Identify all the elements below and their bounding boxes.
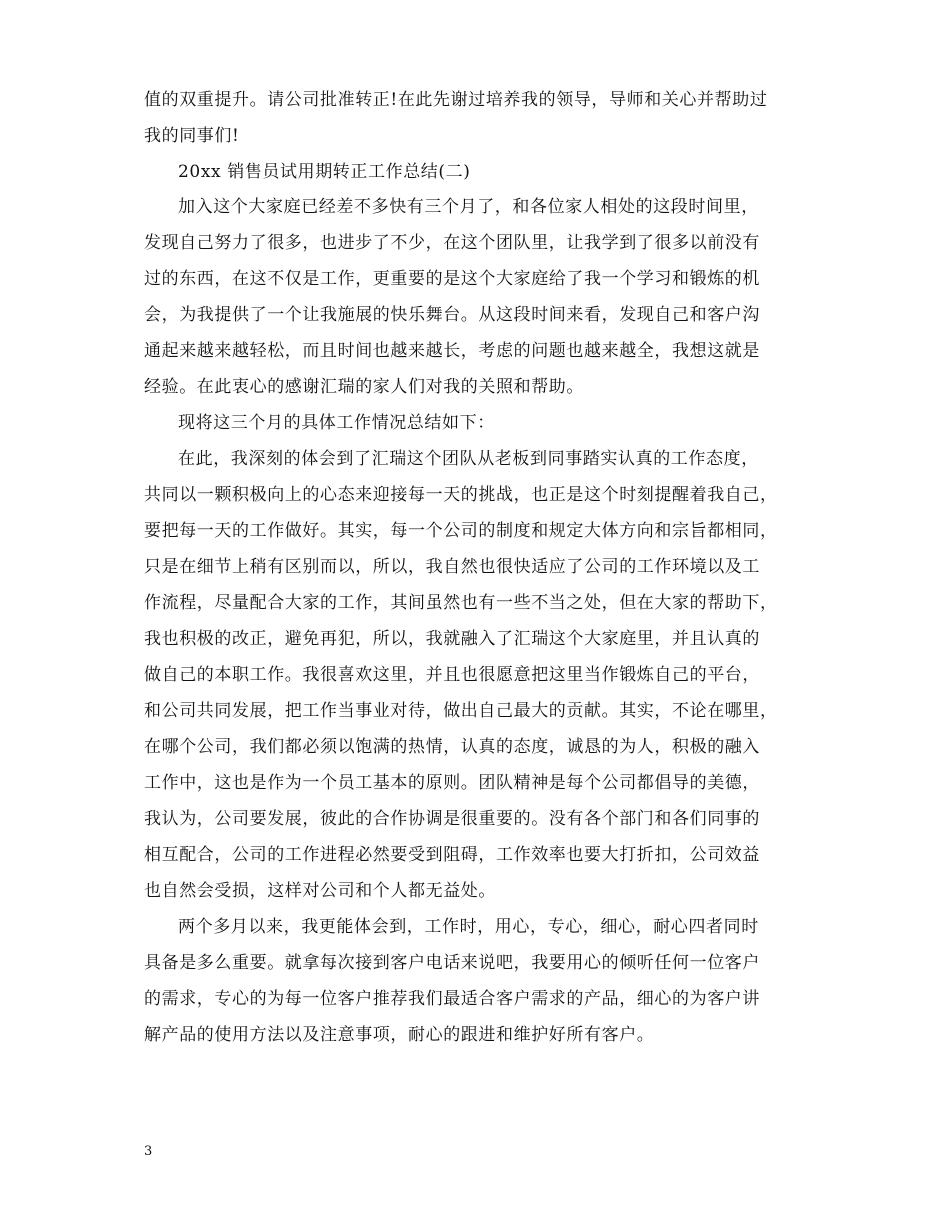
text-line: 加入这个大家庭已经差不多快有三个月了，和各位家人相处的这段时间里，	[178, 197, 759, 217]
text-line: 共同以一颗积极向上的心态来迎接每一天的挑战，也正是这个时刻提醒着我自己，	[144, 485, 778, 505]
text-line: 只是在细节上稍有区别而以，所以，我自然也很快适应了公司的工作环境以及工	[144, 557, 760, 577]
text-line: 作流程，尽量配合大家的工作，其间虽然也有一些不当之处，但在大家的帮助下，	[144, 593, 778, 613]
text-line: 具备是多么重要。就拿每次接到客户电话来说吧，我要用心的倾听任何一位客户	[144, 953, 760, 973]
text-line: 发现自己努力了很多，也进步了不少，在这个团队里，让我学到了很多以前没有	[144, 233, 760, 253]
text-line: 值的双重提升。请公司批准转正!在此先谢过培养我的领导，导师和关心并帮助过	[144, 90, 768, 110]
text-line: 我也积极的改正，避免再犯，所以，我就融入了汇瑞这个大家庭里，并且认真的	[144, 629, 760, 649]
text-line: 我认为，公司要发展，彼此的合作协调是很重要的。没有各个部门和各们同事的	[144, 809, 760, 829]
text-line: 在哪个公司，我们都必须以饱满的热情，认真的态度，诚恳的为人，积极的融入	[144, 737, 760, 757]
text-line: 过的东西，在这不仅是工作，更重要的是这个大家庭给了我一个学习和锻炼的机	[144, 269, 760, 289]
text-line: 的需求，专心的为每一位客户推荐我们最适合客户需求的产品，细心的为客户讲	[144, 989, 760, 1009]
page-number: 3	[144, 1144, 153, 1159]
text-line: 经验。在此衷心的感谢汇瑞的家人们对我的关照和帮助。	[144, 377, 584, 397]
text-line: 解产品的使用方法以及注意事项，耐心的跟进和维护好所有客户。	[144, 1025, 655, 1045]
text-line: 在此，我深刻的体会到了汇瑞这个团队从老板到同事踏实认真的工作态度，	[178, 449, 759, 469]
text-line: 现将这三个月的具体工作情况总结如下：	[178, 413, 495, 433]
text-line: 两个多月以来，我更能体会到，工作时，用心，专心，细心，耐心四者同时	[178, 917, 759, 937]
text-line: 要把每一天的工作做好。其实，每一个公司的制度和规定大体方向和宗旨都相同，	[144, 521, 778, 541]
text-line: 做自己的本职工作。我很喜欢这里，并且也很愿意把这里当作锻炼自己的平台，	[144, 665, 760, 685]
text-line: 会，为我提供了一个让我施展的快乐舞台。从这段时间来看，发现自己和客户沟	[144, 305, 760, 325]
text-line: 工作中，这也是作为一个员工基本的原则。团队精神是每个公司都倡导的美德，	[144, 773, 760, 793]
text-line: 通起来越来越轻松，而且时间也越来越长，考虑的问题也越来越全，我想这就是	[144, 341, 760, 361]
text-line: 我的同事们!	[144, 126, 240, 146]
section-title: 20xx 销售员试用期转正工作总结(二)	[178, 162, 471, 182]
text-line: 相互配合，公司的工作进程必然要受到阻碍，工作效率也要大打折扣，公司效益	[144, 845, 760, 865]
text-line: 和公司共同发展，把工作当事业对待，做出自己最大的贡献。其实，不论在哪里，	[144, 701, 778, 721]
text-line: 也自然会受损，这样对公司和个人都无益处。	[144, 881, 496, 901]
